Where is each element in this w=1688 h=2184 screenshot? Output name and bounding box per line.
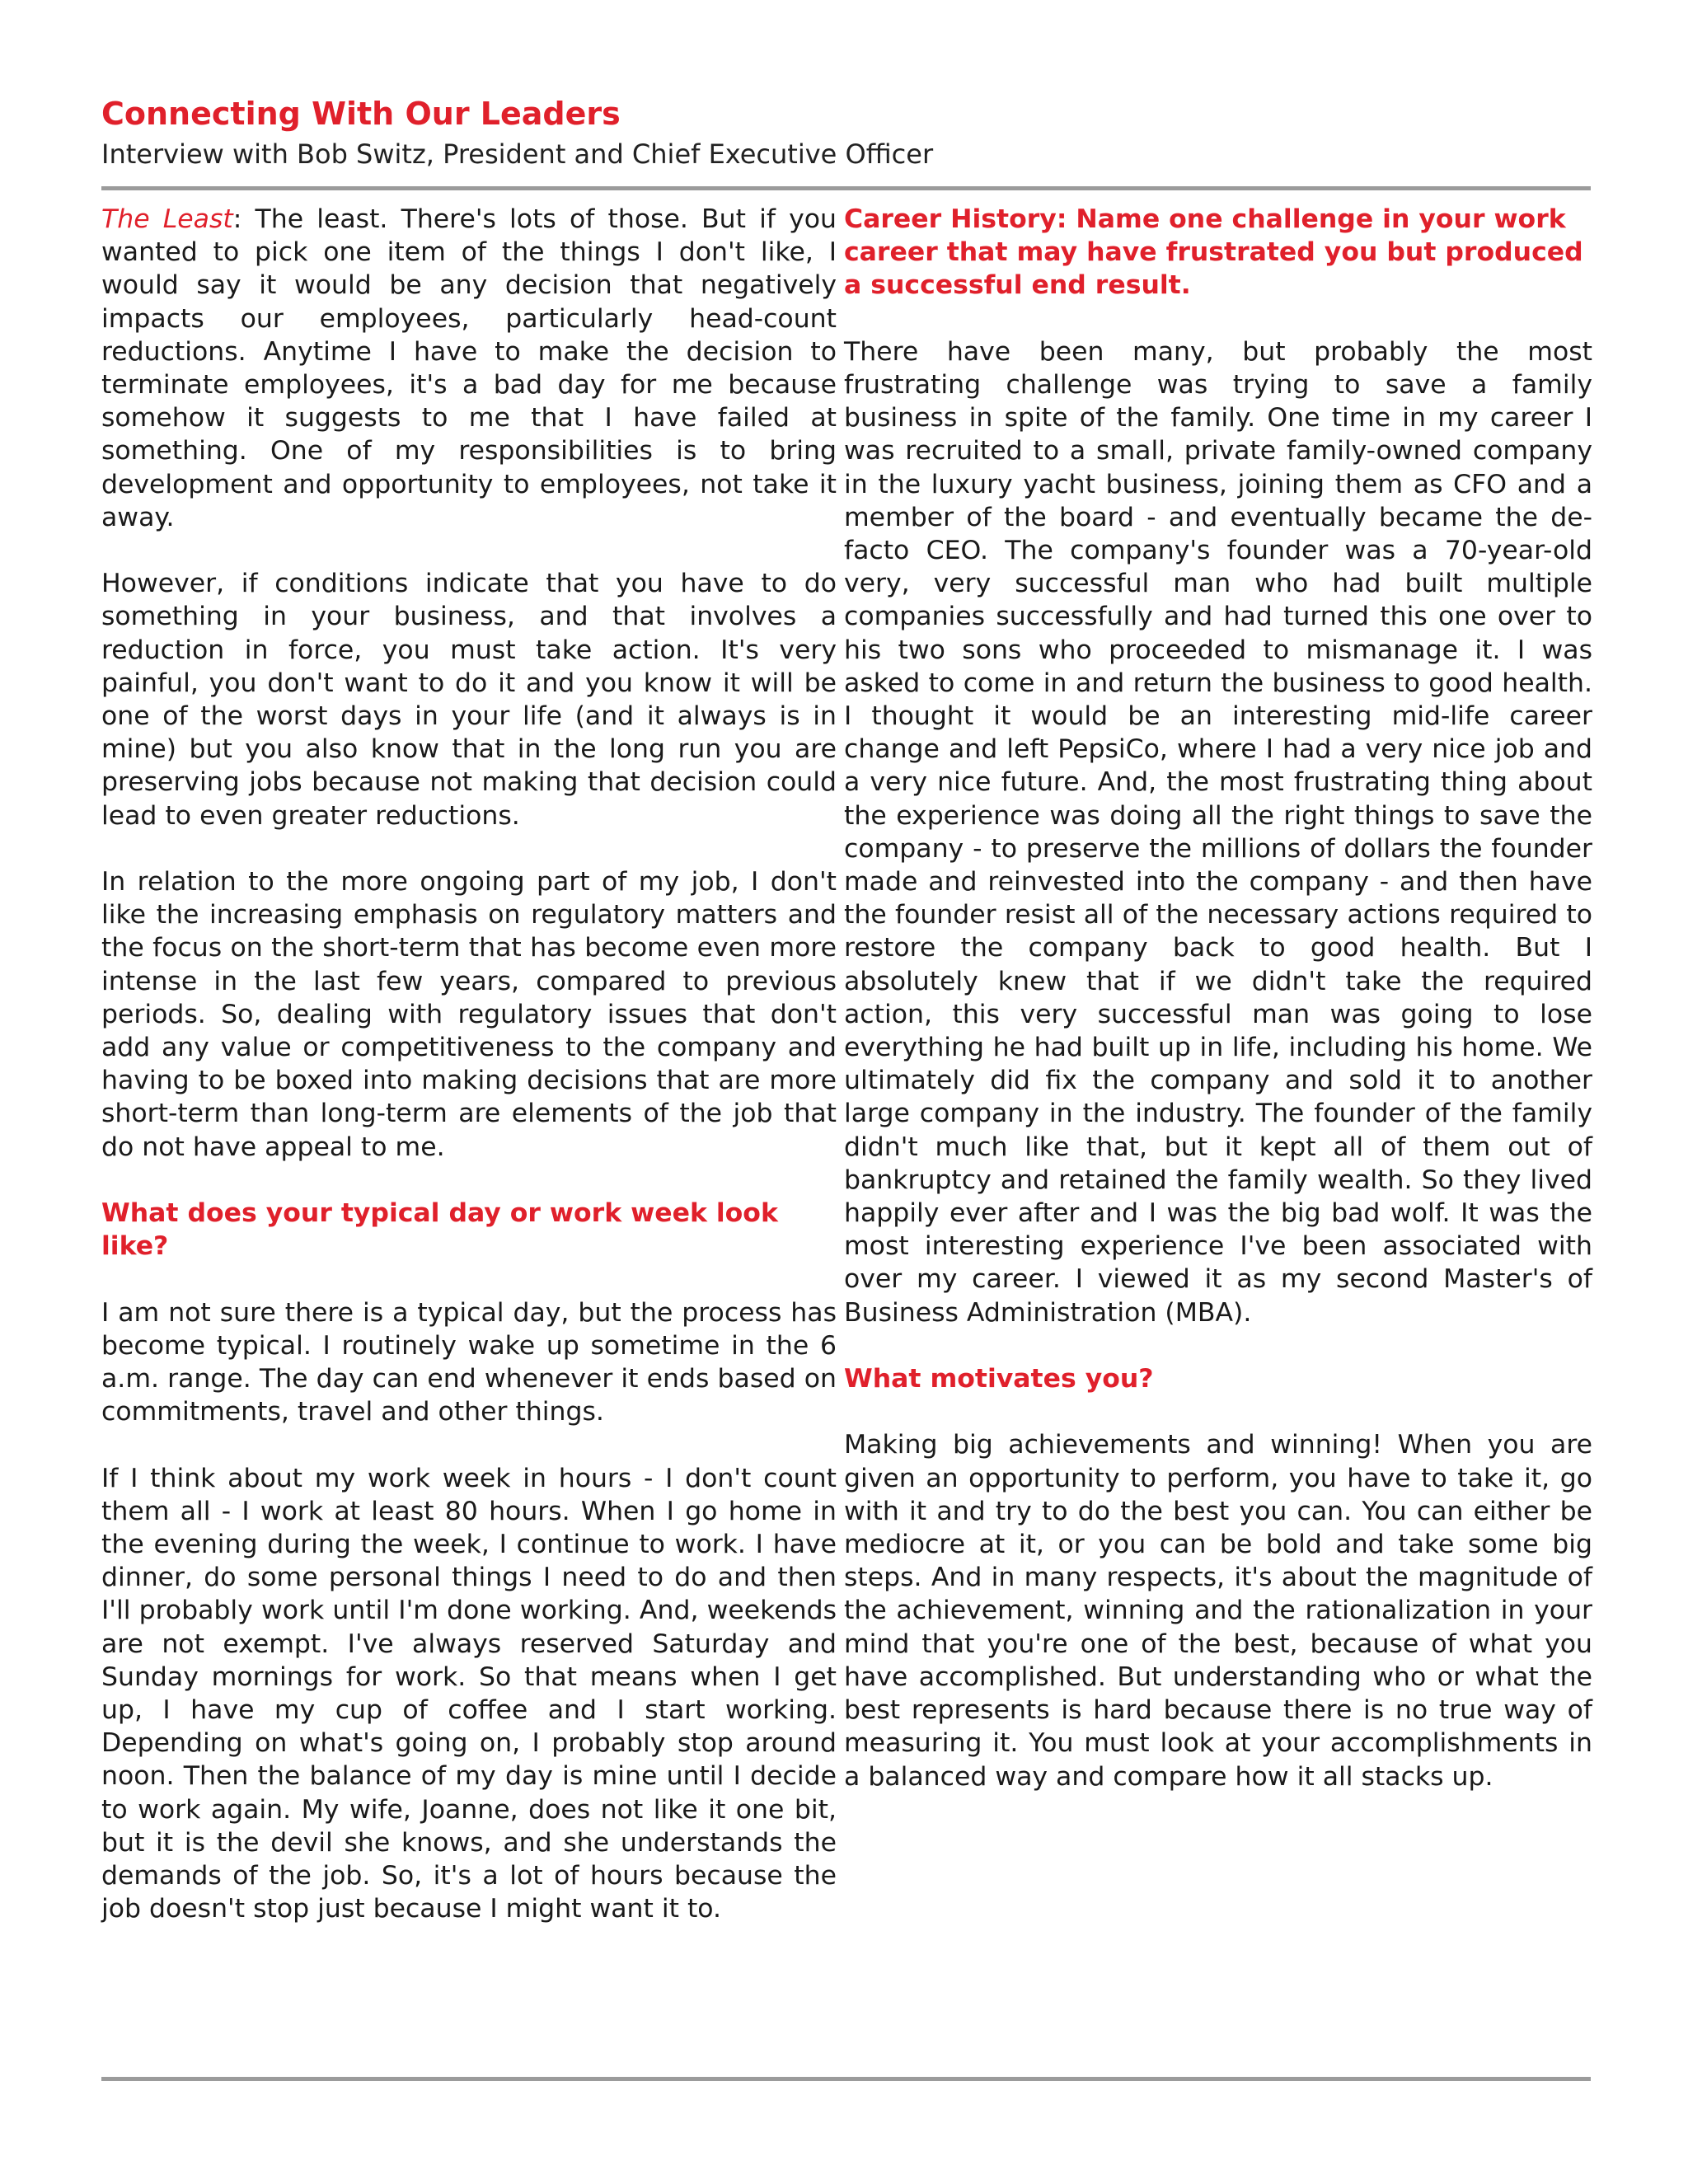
left-column [101,203,837,1925]
typical-day-question: What does your typical day or work week look like? [101,1198,778,1262]
least-text: : The least. There's lots of those. But if you wanted to pick one item of the things I don't like, I would say it would be any decision that negatively impacts our employees, particularly head-count reductions. Anytime I have to make the decision to terminate employees, it's a bad day for me because somehow it suggests to me that I have failed at something. One of my responsibilities is to bring development and opportunity to employees, not take it away. [101,204,837,532]
career-history-paragraph: There have been many, but probably the most frustrating challenge was trying to save a family business in spite of the family. One time in my career I was recruited to a small, private family-owned company in the luxury yacht business, joining them as CFO and a member of the board - and eventually became the de-facto CEO. The company's founder was a 70-year-old very, very successful man who had built multiple companies successfully and had turned this one over to his two sons who proceeded to mismanage it. I was asked to come in and return the business to good health. I thought it would be an interesting mid-life career change and left PepsiCo, where I had a very nice job and a very nice future. And, the most frustrating thing about the experience was doing all the right things to save the company - to preserve the millions of dollars the founder made and reinvested into the company - and then have the founder resist all of the necessary actions required to restore the company back to good health. But I absolutely knew that if we didn't take the required action, this very successful man was going to lose everything he had built up in life, including his home. We ultimately did fix the company and sold it to another large company in the industry. The founder of the family didn't much like that, but it kept all of them out of bankruptcy and retained the family wealth. So they lived happily ever after and I was the big bad wolf. It was the most interesting experience I've been associated with over my career. I viewed it as my second Master's of Business Administration (MBA). [844,336,1592,1328]
least-paragraph [101,203,837,534]
work-week-paragraph: If I think about my work week in hours - I don't count them all - I work at least 80 hours. When I go home in the evening during the week, I continue to work. I have dinner, do some personal things I need to do and then I'll probably work until I'm done working. And, weekends are not exempt. I've always reserved Saturday and Sunday mornings for work. So that means when I get up, I have my cup of coffee and I start working. Depending on what's going on, I probably stop around noon. Then the balance of my day is mine until I decide to work again. My wife, Joanne, does not like it one bit, but it is the devil she knows, and she understands the demands of the job. So, it's a lot of hours because the job doesn't stop just because I might want it to. [101,1463,837,1924]
bottom-divider [101,2077,1591,2081]
typical-day-paragraph: I am not sure there is a typical day, but the process has become typical. I routinely wake up sometime in the 6 a.m. range. The day can end whenever it ends based on commitments, travel and other things. [101,1297,837,1427]
motivates-question: What motivates you? [844,1364,1154,1394]
page-title: Connecting With Our Leaders [101,96,621,132]
page-header [101,92,1585,173]
motivates-paragraph: Making big achievements and winning! When you are given an opportunity to perform, you have to take it, go with it and try to do the best you can. You can either be mediocre at it, or you can be bold and take some big steps. And in many respects, it's about the magnitude of the achievement, winning and the rationalization in your mind that you're one of the best, because of what you have accomplished. But understanding who or what the best represents is hard because there is no true way of measuring it. You must look at your accomplishments in a balanced way and compare how it all stacks up. [844,1430,1592,1792]
top-divider [101,186,1591,190]
page-subtitle: Interview with Bob Switz, President and Chief Executive Officer [101,138,934,170]
least-label: The Least [101,204,233,234]
career-history-question: Career History: Name one challenge in your work career that may have frustrated you but produced a successful end result. [844,204,1583,301]
regulatory-paragraph: In relation to the more ongoing part of my job, I don't like the increasing emphasis on regulatory matters and the focus on the short-term that has become even more intense in the last few years, compared to previous periods. So, dealing with regulatory issues that don't add any value or competitiveness to the company and having to be boxed into making decisions that are more short-term than long-term are elements of the job that do not have appeal to me. [101,867,837,1162]
reduction-paragraph: However, if conditions indicate that you have to do something in your business, and that involves a reduction in force, you must take action. It's very painful, you don't want to do it and you know it will be one of the worst days in your life (and it always is in mine) but you also know that in the long run you are preserving jobs because not making that decision could lead to even greater reductions. [101,569,837,831]
right-column [844,203,1592,1793]
